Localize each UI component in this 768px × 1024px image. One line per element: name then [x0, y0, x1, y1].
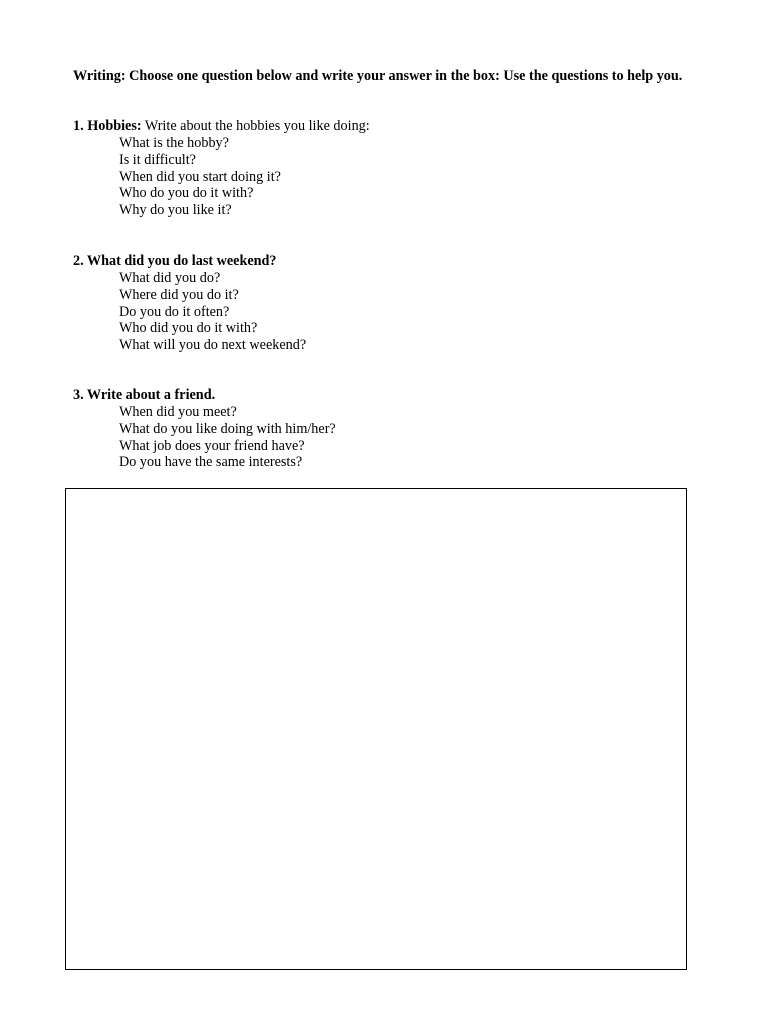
- question-list: [73, 135, 688, 219]
- question-item: Is it difficult?: [119, 151, 196, 168]
- question-item: Who do you do it with?: [119, 185, 254, 202]
- question-item: Where did you do it?: [119, 286, 239, 303]
- question-item: What did you do?: [119, 270, 221, 286]
- question-item: When did you start doing it?: [119, 168, 281, 185]
- question-item: What do you like doing with him/her?: [119, 420, 336, 437]
- section-title: 3. Write about a friend.: [73, 387, 216, 403]
- question-item: Who did you do it with?: [119, 320, 258, 337]
- question-item: Why do you like it?: [119, 202, 232, 219]
- question-list: [73, 270, 688, 354]
- section-subtitle: Write about the hobbies you like doing:: [141, 118, 370, 134]
- section-hobbies: [73, 118, 688, 219]
- section-title: 1. Hobbies:: [73, 118, 142, 134]
- section-heading: [73, 118, 688, 135]
- instructions-heading: Writing: Choose one question below and write your answer in the box: Use the questions to help you.: [73, 68, 683, 84]
- question-item: Do you do it often?: [119, 303, 230, 320]
- question-item: Do you have the same interests?: [119, 454, 303, 471]
- question-item: What job does your friend have?: [119, 437, 305, 454]
- question-list: [73, 404, 688, 471]
- question-item: What will you do next weekend?: [119, 337, 307, 354]
- answer-box[interactable]: [65, 488, 687, 970]
- question-item: What is the hobby?: [119, 135, 229, 151]
- question-item: When did you meet?: [119, 404, 237, 420]
- section-last-weekend: [73, 253, 688, 354]
- section-friend: [73, 387, 688, 471]
- section-title: 2. What did you do last weekend?: [73, 253, 277, 269]
